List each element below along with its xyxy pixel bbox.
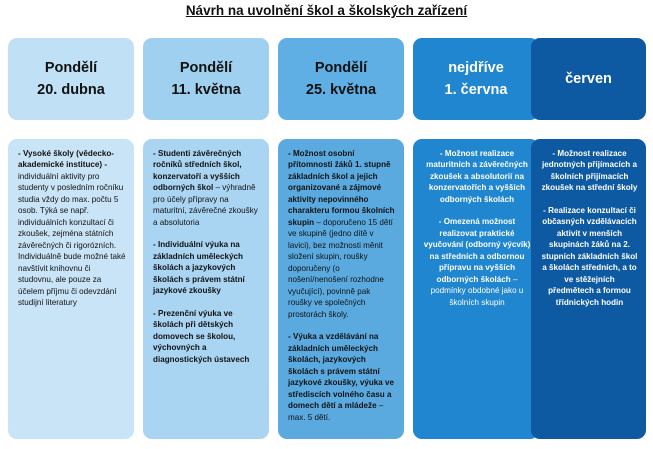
stage-item-highlight: - Prezenční výuka ve školách při dětských domovech se školou, výchovných a diagnostických ústavech bbox=[153, 308, 250, 364]
stage-header-day: Pondělí bbox=[44, 59, 98, 76]
stage-item bbox=[288, 331, 396, 423]
stage-item-detail: – max. 5 dětí. bbox=[288, 401, 384, 422]
stage-item-detail: individuální aktivity pro studenty v posledním ročníku studia vždy do max. počtu 5 osob. Týká se např. individuálních konzultací či zkoušek, zejména státních závěrečných či rigorózních. Individuálně bude možné také navštívit knihovnu či studovnu, ale pouze za účelem příjmu či odevzdání studijní literatury bbox=[18, 171, 126, 308]
stage-item-highlight: - Omezená možnost realizovat praktické vyučování (odborný výcvik) na středních a odbornou přípravu na vyšších odborných školách bbox=[423, 217, 531, 284]
stage-header-april-20 bbox=[8, 38, 134, 120]
stage-item-detail: – podmínky obdobné jako u školních skupin bbox=[430, 274, 524, 307]
stage-item bbox=[18, 148, 126, 309]
stage-header-date: 25. května bbox=[305, 82, 377, 98]
stage-header-date: 20. dubna bbox=[37, 82, 105, 98]
page-title: Návrh na uvolnění škol a školských zařízení bbox=[185, 3, 468, 18]
stage-body-june-1 bbox=[413, 139, 539, 439]
stage-body-april-20 bbox=[8, 139, 134, 439]
stage-item bbox=[153, 148, 261, 228]
stage-item-highlight: - Výuka a vzdělávání na základních uměleckých školách, jazykových školách s právem státní jazykové zkoušky, výuka ve střediscích volného času a domech dětí a mládeže bbox=[288, 332, 395, 411]
stage-body-may-11 bbox=[143, 139, 269, 439]
stage-header-day: nejdříve bbox=[448, 59, 504, 76]
stage-header-date: 1. června bbox=[444, 82, 508, 98]
stage-header-may-25 bbox=[278, 38, 404, 120]
stage-header-month: červen bbox=[565, 70, 612, 87]
stage-item-highlight: - Realizace konzultací či občasných vzdělávacích aktivit v menších skupinách žáků na 2. stupních základních škol a školách středních, a to ve stěžejních předmětech a formou třídnických hodin bbox=[541, 205, 638, 307]
stage-body-may-25 bbox=[278, 139, 404, 439]
stage-header-may-11 bbox=[143, 38, 269, 120]
stage-item-highlight: - Individuální výuka na základních uměleckých školách a jazykových školách s právem státní jazykové zkoušky bbox=[153, 240, 245, 296]
stage-item bbox=[153, 239, 261, 296]
stage-item bbox=[541, 148, 638, 194]
stage-header-day: Pondělí bbox=[314, 59, 368, 76]
stage-item-detail: – doporučeno 15 dětí ve skupině (jedno dítě v lavici), bez možnosti měnit složení skupin, roušky doporučeny (o nošení/nenošení rozhodne vyučující), povinně pak roušky ve společných prostorách školy. bbox=[288, 217, 393, 319]
stage-item-highlight: - Studenti závěrečných ročníků středních škol, konzervatoří a vyšších odborných škol bbox=[153, 149, 242, 193]
stage-body-june bbox=[531, 139, 646, 439]
stage-item-highlight: - Možnost realizace maturitních a závěrečných zkoušek a absolutorií na konzervatořích a vyšších odborných školách bbox=[426, 149, 528, 204]
stage-item-highlight: - Vysoké školy (vědecko-akademické instituce) - bbox=[18, 149, 114, 170]
stage-header-date: 11. května bbox=[171, 82, 241, 98]
stage-item bbox=[423, 148, 531, 205]
stage-item-detail: – výhradně pro účely přípravy na maturitní, závěrečné zkoušky a absolutoria bbox=[153, 183, 258, 227]
stage-item bbox=[423, 216, 531, 308]
stage-header-day: Pondělí bbox=[179, 59, 233, 76]
stage-header-june-1 bbox=[413, 38, 539, 120]
stage-header-june bbox=[531, 38, 646, 120]
stage-item-highlight: - Možnost osobní přítomnosti žáků 1. stupně základních škol a jejich organizované a zájmové aktivity nepovinného charakteru formou školních skupin bbox=[288, 149, 395, 227]
stage-item-highlight: - Možnost realizace jednotných přijímacích a školních přijímacích zkoušek na střední školy bbox=[541, 149, 638, 193]
stage-item bbox=[288, 148, 396, 320]
stage-item bbox=[153, 308, 261, 365]
stage-item bbox=[541, 205, 638, 308]
